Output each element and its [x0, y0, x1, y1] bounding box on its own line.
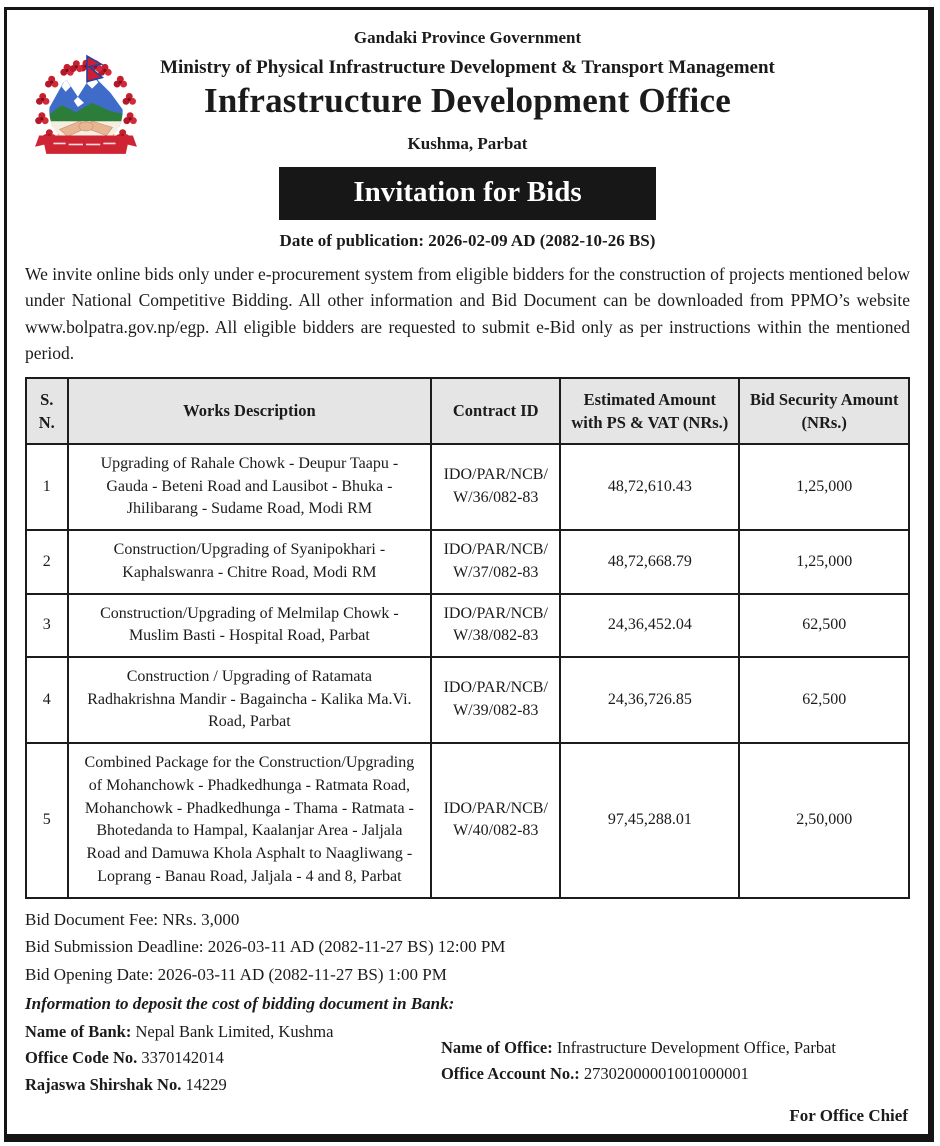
works-table-body — [26, 444, 909, 898]
office-name-label: Name of Office: — [440, 1038, 553, 1058]
office-account-line — [441, 1061, 910, 1087]
bid-opening-date: Bid Opening Date: 2026-03-11 AD (2082-11-27 BS) 1:00 PM — [25, 964, 447, 984]
nepal-government-emblem-logo — [31, 54, 141, 160]
document-header — [25, 28, 910, 251]
table-row — [26, 444, 909, 530]
office-code-line — [25, 1045, 441, 1071]
office-name-value: Infrastructure Development Office, Parbat — [556, 1038, 837, 1058]
works-table — [25, 377, 910, 899]
table-row — [26, 530, 909, 593]
table-header-row — [26, 378, 909, 444]
office-name-line — [441, 1035, 910, 1061]
office-location: Kushma, Parbat — [407, 134, 528, 153]
office-code-value: 3370142014 — [141, 1048, 224, 1068]
bank-name-label: Name of Bank: — [25, 1022, 132, 1042]
bank-info-heading: Information to deposit the cost of bidding document in Bank: — [25, 994, 455, 1014]
publication-date: Date of publication: 2026-02-09 AD (2082-10-26 BS) — [279, 231, 656, 250]
estimated-amount-cell: 48,72,668.79 — [560, 530, 739, 593]
ministry-title: Ministry of Physical Infrastructure Development & Transport Management — [160, 57, 775, 78]
works-description-cell: Construction/Upgrading of Melmilap Chowk - Muslim Basti - Hospital Road, Parbat — [68, 594, 432, 657]
bid-security-cell: 62,500 — [739, 657, 909, 743]
contract-id-cell: IDO/PAR/NCB/ W/37/082-83 — [431, 530, 560, 593]
header-works-description: Works Description — [68, 378, 432, 444]
header-bid-security: Bid Security Amount (NRs.) — [739, 378, 909, 444]
office-title: Infrastructure Development Office — [204, 81, 731, 120]
works-description-cell: Construction / Upgrading of Ratamata Radhakrishna Mandir - Bagaincha - Kalika Ma.Vi. Road, Parbat — [68, 657, 432, 743]
office-chief-signature: For Office Chief — [789, 1106, 908, 1126]
office-code-label: Office Code No. — [25, 1048, 138, 1068]
contract-id-cell: IDO/PAR/NCB/ W/40/082-83 — [431, 743, 560, 897]
office-details — [441, 1035, 910, 1098]
works-description-cell: Combined Package for the Construction/Upgrading of Mohanchowk - Phadkedhunga - Ratmata Road, Mohanchowk - Phadkedhunga - Thama - Ratmata - Bhotedanda to Hampal, Kaalanjar Area - Jaljala Road and Damuwa Khola Asphalt to Naagliwang - Loprang - Banau Road, Jaljala - 4 and 8, Parbat — [68, 743, 432, 897]
contract-id-cell: IDO/PAR/NCB/ W/39/082-83 — [431, 657, 560, 743]
table-row — [26, 594, 909, 657]
works-description-cell: Construction/Upgrading of Syanipokhari - Kaphalswanra - Chitre Road, Modi RM — [68, 530, 432, 593]
header-contract-id: Contract ID — [431, 378, 560, 444]
sn-cell: 4 — [26, 657, 68, 743]
intro-paragraph: We invite online bids only under e-procurement system from eligible bidders for the construction of projects mentioned below under National Competitive Bidding. All other information and Bid Document can be downloaded from PPMO’s website www.bolpatra.gov.np/egp. All eligible bidders are requested to submit e-Bid only as per instructions within the mentioned period. — [25, 264, 910, 363]
estimated-amount-cell: 24,36,726.85 — [560, 657, 739, 743]
bid-terms-block — [25, 906, 910, 989]
sn-cell: 3 — [26, 594, 68, 657]
table-row — [26, 743, 909, 897]
bid-security-cell: 2,50,000 — [739, 743, 909, 897]
bank-details — [25, 1019, 441, 1098]
province-government-title: Gandaki Province Government — [353, 28, 582, 47]
office-account-label: Office Account No.: — [440, 1064, 580, 1084]
contract-id-cell: IDO/PAR/NCB/ W/36/082-83 — [431, 444, 560, 530]
rajaswa-label: Rajaswa Shirshak No. — [25, 1074, 182, 1094]
invitation-banner: Invitation for Bids — [281, 169, 653, 218]
header-sn: S. N. — [26, 378, 68, 444]
sn-cell: 1 — [26, 444, 68, 530]
bank-name-value: Nepal Bank Limited, Kushma — [135, 1022, 334, 1042]
bid-security-cell: 1,25,000 — [739, 444, 909, 530]
bank-name-line — [25, 1019, 441, 1045]
works-description-cell: Upgrading of Rahale Chowk - Deupur Taapu - Gauda - Beteni Road and Lausibot - Bhuka - Jhilibarang - Sudame Road, Modi RM — [68, 444, 432, 530]
rajaswa-line — [25, 1072, 441, 1098]
table-row — [26, 657, 909, 743]
bid-submission-deadline: Bid Submission Deadline: 2026-03-11 AD (2082-11-27 BS) 12:00 PM — [25, 937, 506, 957]
estimated-amount-cell: 24,36,452.04 — [560, 594, 739, 657]
header-estimated-amount: Estimated Amount with PS & VAT (NRs.) — [560, 378, 739, 444]
contract-id-cell: IDO/PAR/NCB/ W/38/082-83 — [431, 594, 560, 657]
banner-row — [25, 169, 910, 218]
sn-cell: 5 — [26, 743, 68, 897]
bid-document-fee: Bid Document Fee: NRs. 3,000 — [25, 909, 240, 929]
estimated-amount-cell: 48,72,610.43 — [560, 444, 739, 530]
bank-info-columns — [25, 1019, 910, 1098]
bid-security-cell: 1,25,000 — [739, 530, 909, 593]
estimated-amount-cell: 97,45,288.01 — [560, 743, 739, 897]
bid-security-cell: 62,500 — [739, 594, 909, 657]
sn-cell: 2 — [26, 530, 68, 593]
page-border-frame — [4, 7, 934, 1142]
rajaswa-value: 14229 — [185, 1074, 227, 1094]
office-account-value: 27302000001001000001 — [583, 1064, 749, 1084]
